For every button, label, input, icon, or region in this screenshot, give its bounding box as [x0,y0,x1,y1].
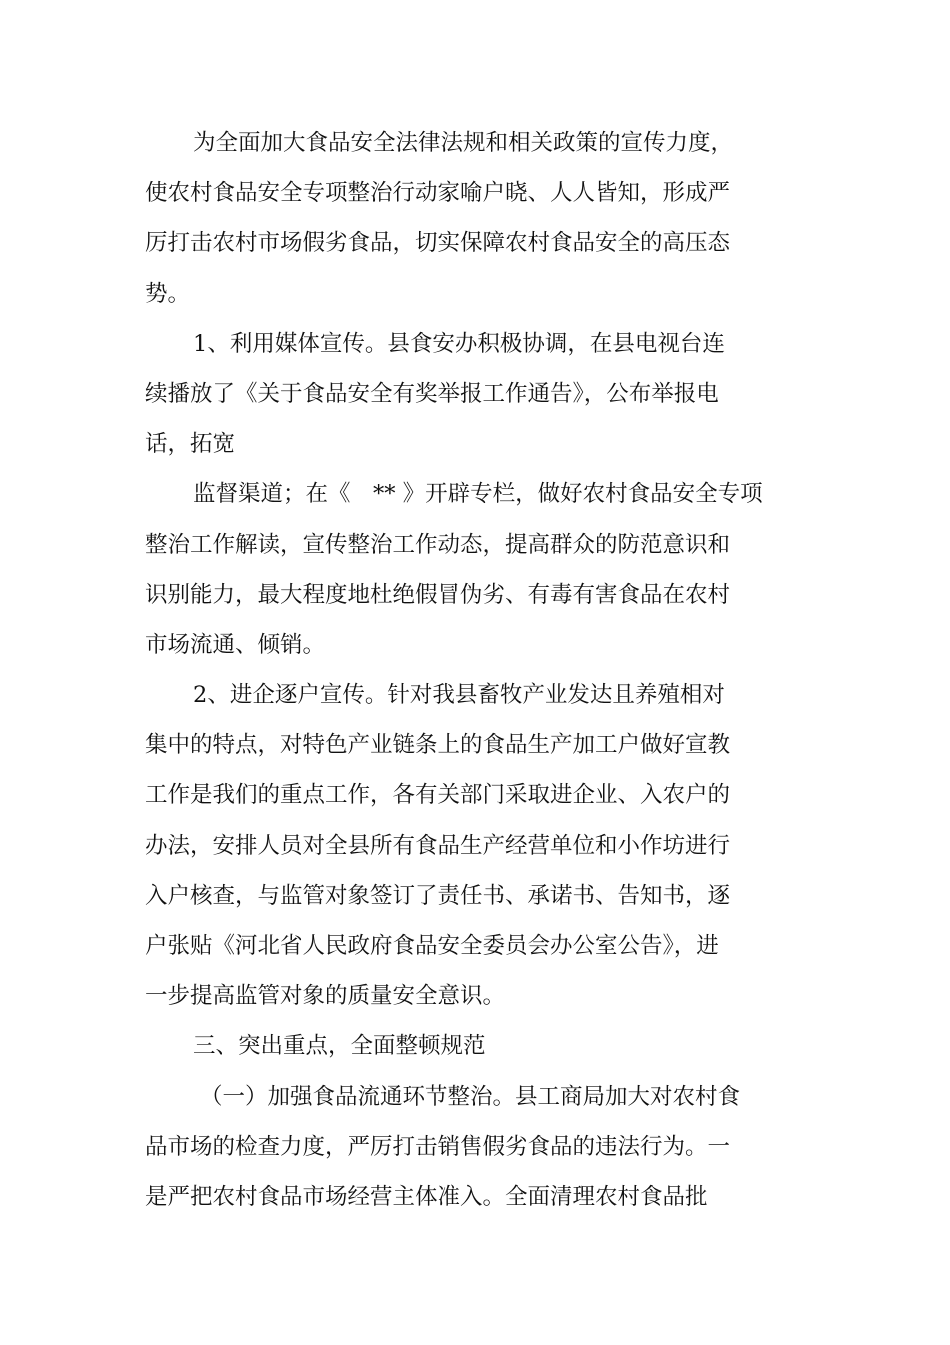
paragraph-line-9: 整治工作解读，宣传整治工作动态，提高群众的防范意识和 [145,531,731,558]
paragraph-line-16: 入户核查，与监管对象签订了责任书、承诺书、告知书，逐 [145,882,731,909]
paragraph-line-20: （一）加强食品流通环节整治。县工商局加大对农村食 [200,1083,741,1110]
section-heading: 三、突出重点，全面整顿规范 [193,1033,486,1060]
paragraph-line-7: 话，拓宽 [145,431,236,458]
paragraph-line-17: 户张贴《河北省人民政府食品安全委员会办公室公告》，进 [145,933,719,959]
paragraph-line-11: 市场流通、倾销。 [145,631,326,658]
paragraph-line-6: 续播放了《关于食品安全有奖举报工作通告》，公布举报电 [145,380,719,407]
paragraph-line-10: 识别能力，最大程度地杜绝假冒伪劣、有毒有害食品在农村 [145,581,731,608]
paragraph-line-15: 办法，安排人员对全县所有食品生产经营单位和小作坊进行 [145,832,731,859]
paragraph-line-13: 集中的特点，对特色产业链条上的食品生产加工户做好宣教 [145,732,731,759]
paragraph-line-4: 势。 [145,280,191,307]
paragraph-line-12: 2、进企逐户宣传。针对我县畜牧产业发达且养殖相对 [193,682,725,709]
paragraph-line-5: 1、利用媒体宣传。县食安办积极协调，在县电视台连 [193,330,725,357]
paragraph-line-22: 是严把农村食品市场经营主体准入。全面清理农村食品批 [145,1183,708,1210]
paragraph-line-2: 使农村食品安全专项整治行动家喻户晓、人人皆知，形成严 [145,180,731,207]
paragraph-line-21: 品市场的检查力度，严厉打击销售假劣食品的违法行为。一 [145,1133,731,1160]
paragraph-line-18: 一步提高监管对象的质量安全意识。 [145,983,506,1010]
paragraph-line-8: 监督渠道；在《 ** 》开辟专栏，做好农村食品安全专项 [193,481,763,508]
paragraph-line-3: 厉打击农村市场假劣食品，切实保障农村食品安全的高压态 [145,230,731,257]
document-body [145,118,785,1222]
paragraph-line-14: 工作是我们的重点工作，各有关部门采取进企业、入农户的 [145,782,731,809]
paragraph-line-1: 为全面加大食品安全法律法规和相关政策的宣传力度， [193,130,734,156]
